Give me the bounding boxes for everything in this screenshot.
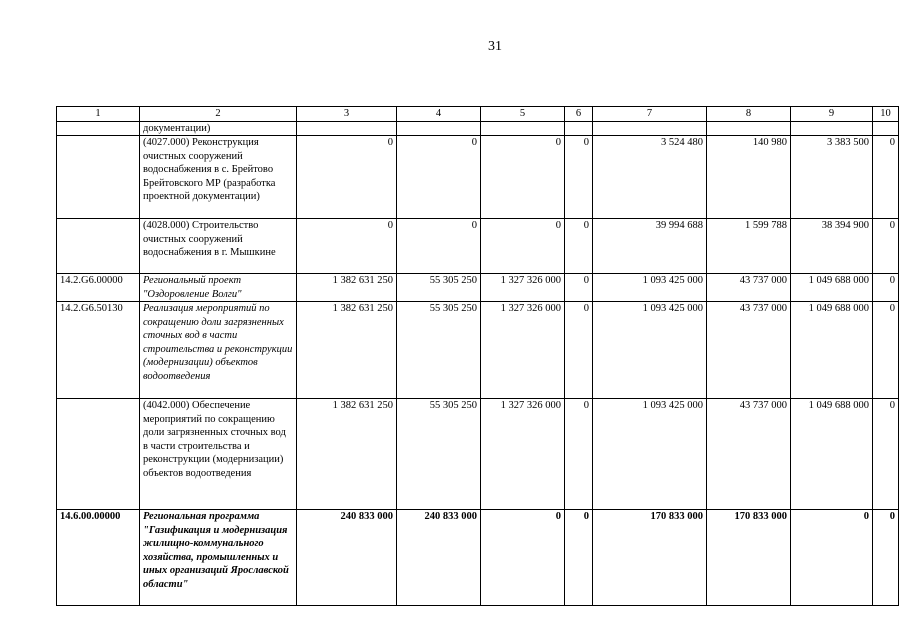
cell-col5: 0 <box>481 219 565 274</box>
page-number: 31 <box>488 39 502 54</box>
cell-col5: 1 327 326 000 <box>481 274 565 302</box>
cell-col5: 0 <box>481 136 565 219</box>
cell-col3: 1 382 631 250 <box>297 302 397 399</box>
cell-col5: 0 <box>481 510 565 606</box>
row-code <box>57 136 140 219</box>
column-header: 7 <box>593 107 707 122</box>
cell-col5 <box>481 121 565 136</box>
row-name: Региональный проект "Оздоровление Волги" <box>140 274 297 302</box>
row-name: (4028.000) Строительство очистных сооружений водоснабжения в г. Мышкине <box>140 219 297 274</box>
cell-col8: 170 833 000 <box>707 510 791 606</box>
cell-col8 <box>707 121 791 136</box>
cell-col4 <box>397 121 481 136</box>
cell-col6: 0 <box>565 510 593 606</box>
table-row <box>57 274 899 302</box>
row-code <box>57 121 140 136</box>
cell-col8: 140 980 <box>707 136 791 219</box>
cell-col9: 1 049 688 000 <box>791 274 873 302</box>
cell-col8: 43 737 000 <box>707 302 791 399</box>
cell-col4: 0 <box>397 219 481 274</box>
cell-col9: 38 394 900 <box>791 219 873 274</box>
cell-col6: 0 <box>565 136 593 219</box>
cell-col3: 1 382 631 250 <box>297 274 397 302</box>
cell-col10: 0 <box>873 274 899 302</box>
row-code: 14.6.00.00000 <box>57 510 140 606</box>
cell-col10: 0 <box>873 510 899 606</box>
table-row <box>57 121 899 136</box>
cell-col8: 43 737 000 <box>707 399 791 510</box>
row-name: Региональная программа "Газификация и модернизация жилищно-коммунального хозяйства, промышленных и иных организаций Ярославской области" <box>140 510 297 606</box>
row-name: (4042.000) Обеспечение мероприятий по сокращению доли загрязненных сточных вод в части строительства и реконструкции (модернизации) объектов водоотведения <box>140 399 297 510</box>
cell-col3: 0 <box>297 219 397 274</box>
cell-col7: 3 524 480 <box>593 136 707 219</box>
cell-col8: 1 599 788 <box>707 219 791 274</box>
cell-col10: 0 <box>873 302 899 399</box>
cell-col4: 55 305 250 <box>397 274 481 302</box>
cell-col7: 170 833 000 <box>593 510 707 606</box>
cell-col9: 1 049 688 000 <box>791 302 873 399</box>
cell-col7: 1 093 425 000 <box>593 274 707 302</box>
cell-col7 <box>593 121 707 136</box>
cell-col4: 240 833 000 <box>397 510 481 606</box>
column-header: 4 <box>397 107 481 122</box>
column-header: 5 <box>481 107 565 122</box>
cell-col6: 0 <box>565 302 593 399</box>
cell-col4: 55 305 250 <box>397 302 481 399</box>
cell-col5: 1 327 326 000 <box>481 302 565 399</box>
cell-col10: 0 <box>873 399 899 510</box>
column-header: 10 <box>873 107 899 122</box>
column-header: 8 <box>707 107 791 122</box>
row-code <box>57 399 140 510</box>
row-code: 14.2.G6.00000 <box>57 274 140 302</box>
cell-col9: 0 <box>791 510 873 606</box>
column-header: 9 <box>791 107 873 122</box>
column-header: 3 <box>297 107 397 122</box>
cell-col6: 0 <box>565 274 593 302</box>
row-code: 14.2.G6.50130 <box>57 302 140 399</box>
cell-col6: 0 <box>565 219 593 274</box>
budget-table <box>56 106 899 606</box>
table-header-row <box>57 107 899 122</box>
cell-col3: 240 833 000 <box>297 510 397 606</box>
cell-col3: 1 382 631 250 <box>297 399 397 510</box>
cell-col6: 0 <box>565 399 593 510</box>
cell-col7: 39 994 688 <box>593 219 707 274</box>
cell-col8: 43 737 000 <box>707 274 791 302</box>
table-row <box>57 136 899 219</box>
table-row <box>57 302 899 399</box>
cell-col7: 1 093 425 000 <box>593 302 707 399</box>
cell-col10: 0 <box>873 136 899 219</box>
table-row <box>57 399 899 510</box>
row-name: Реализация мероприятий по сокращению доли загрязненных сточных вод в части строительства и реконструкции (модернизации) объектов водоотведения <box>140 302 297 399</box>
column-header: 6 <box>565 107 593 122</box>
column-header: 1 <box>57 107 140 122</box>
row-name: (4027.000) Реконструкция очистных сооружений водоснабжения в с. Брейтово Брейтовского МР (разработка проектной документации) <box>140 136 297 219</box>
row-name: документации) <box>140 121 297 136</box>
cell-col10 <box>873 121 899 136</box>
table-row <box>57 510 899 606</box>
cell-col9 <box>791 121 873 136</box>
cell-col5: 1 327 326 000 <box>481 399 565 510</box>
cell-col10: 0 <box>873 219 899 274</box>
cell-col3 <box>297 121 397 136</box>
cell-col7: 1 093 425 000 <box>593 399 707 510</box>
cell-col9: 1 049 688 000 <box>791 399 873 510</box>
cell-col4: 55 305 250 <box>397 399 481 510</box>
cell-col4: 0 <box>397 136 481 219</box>
table-row <box>57 219 899 274</box>
column-header: 2 <box>140 107 297 122</box>
cell-col3: 0 <box>297 136 397 219</box>
cell-col9: 3 383 500 <box>791 136 873 219</box>
row-code <box>57 219 140 274</box>
cell-col6 <box>565 121 593 136</box>
